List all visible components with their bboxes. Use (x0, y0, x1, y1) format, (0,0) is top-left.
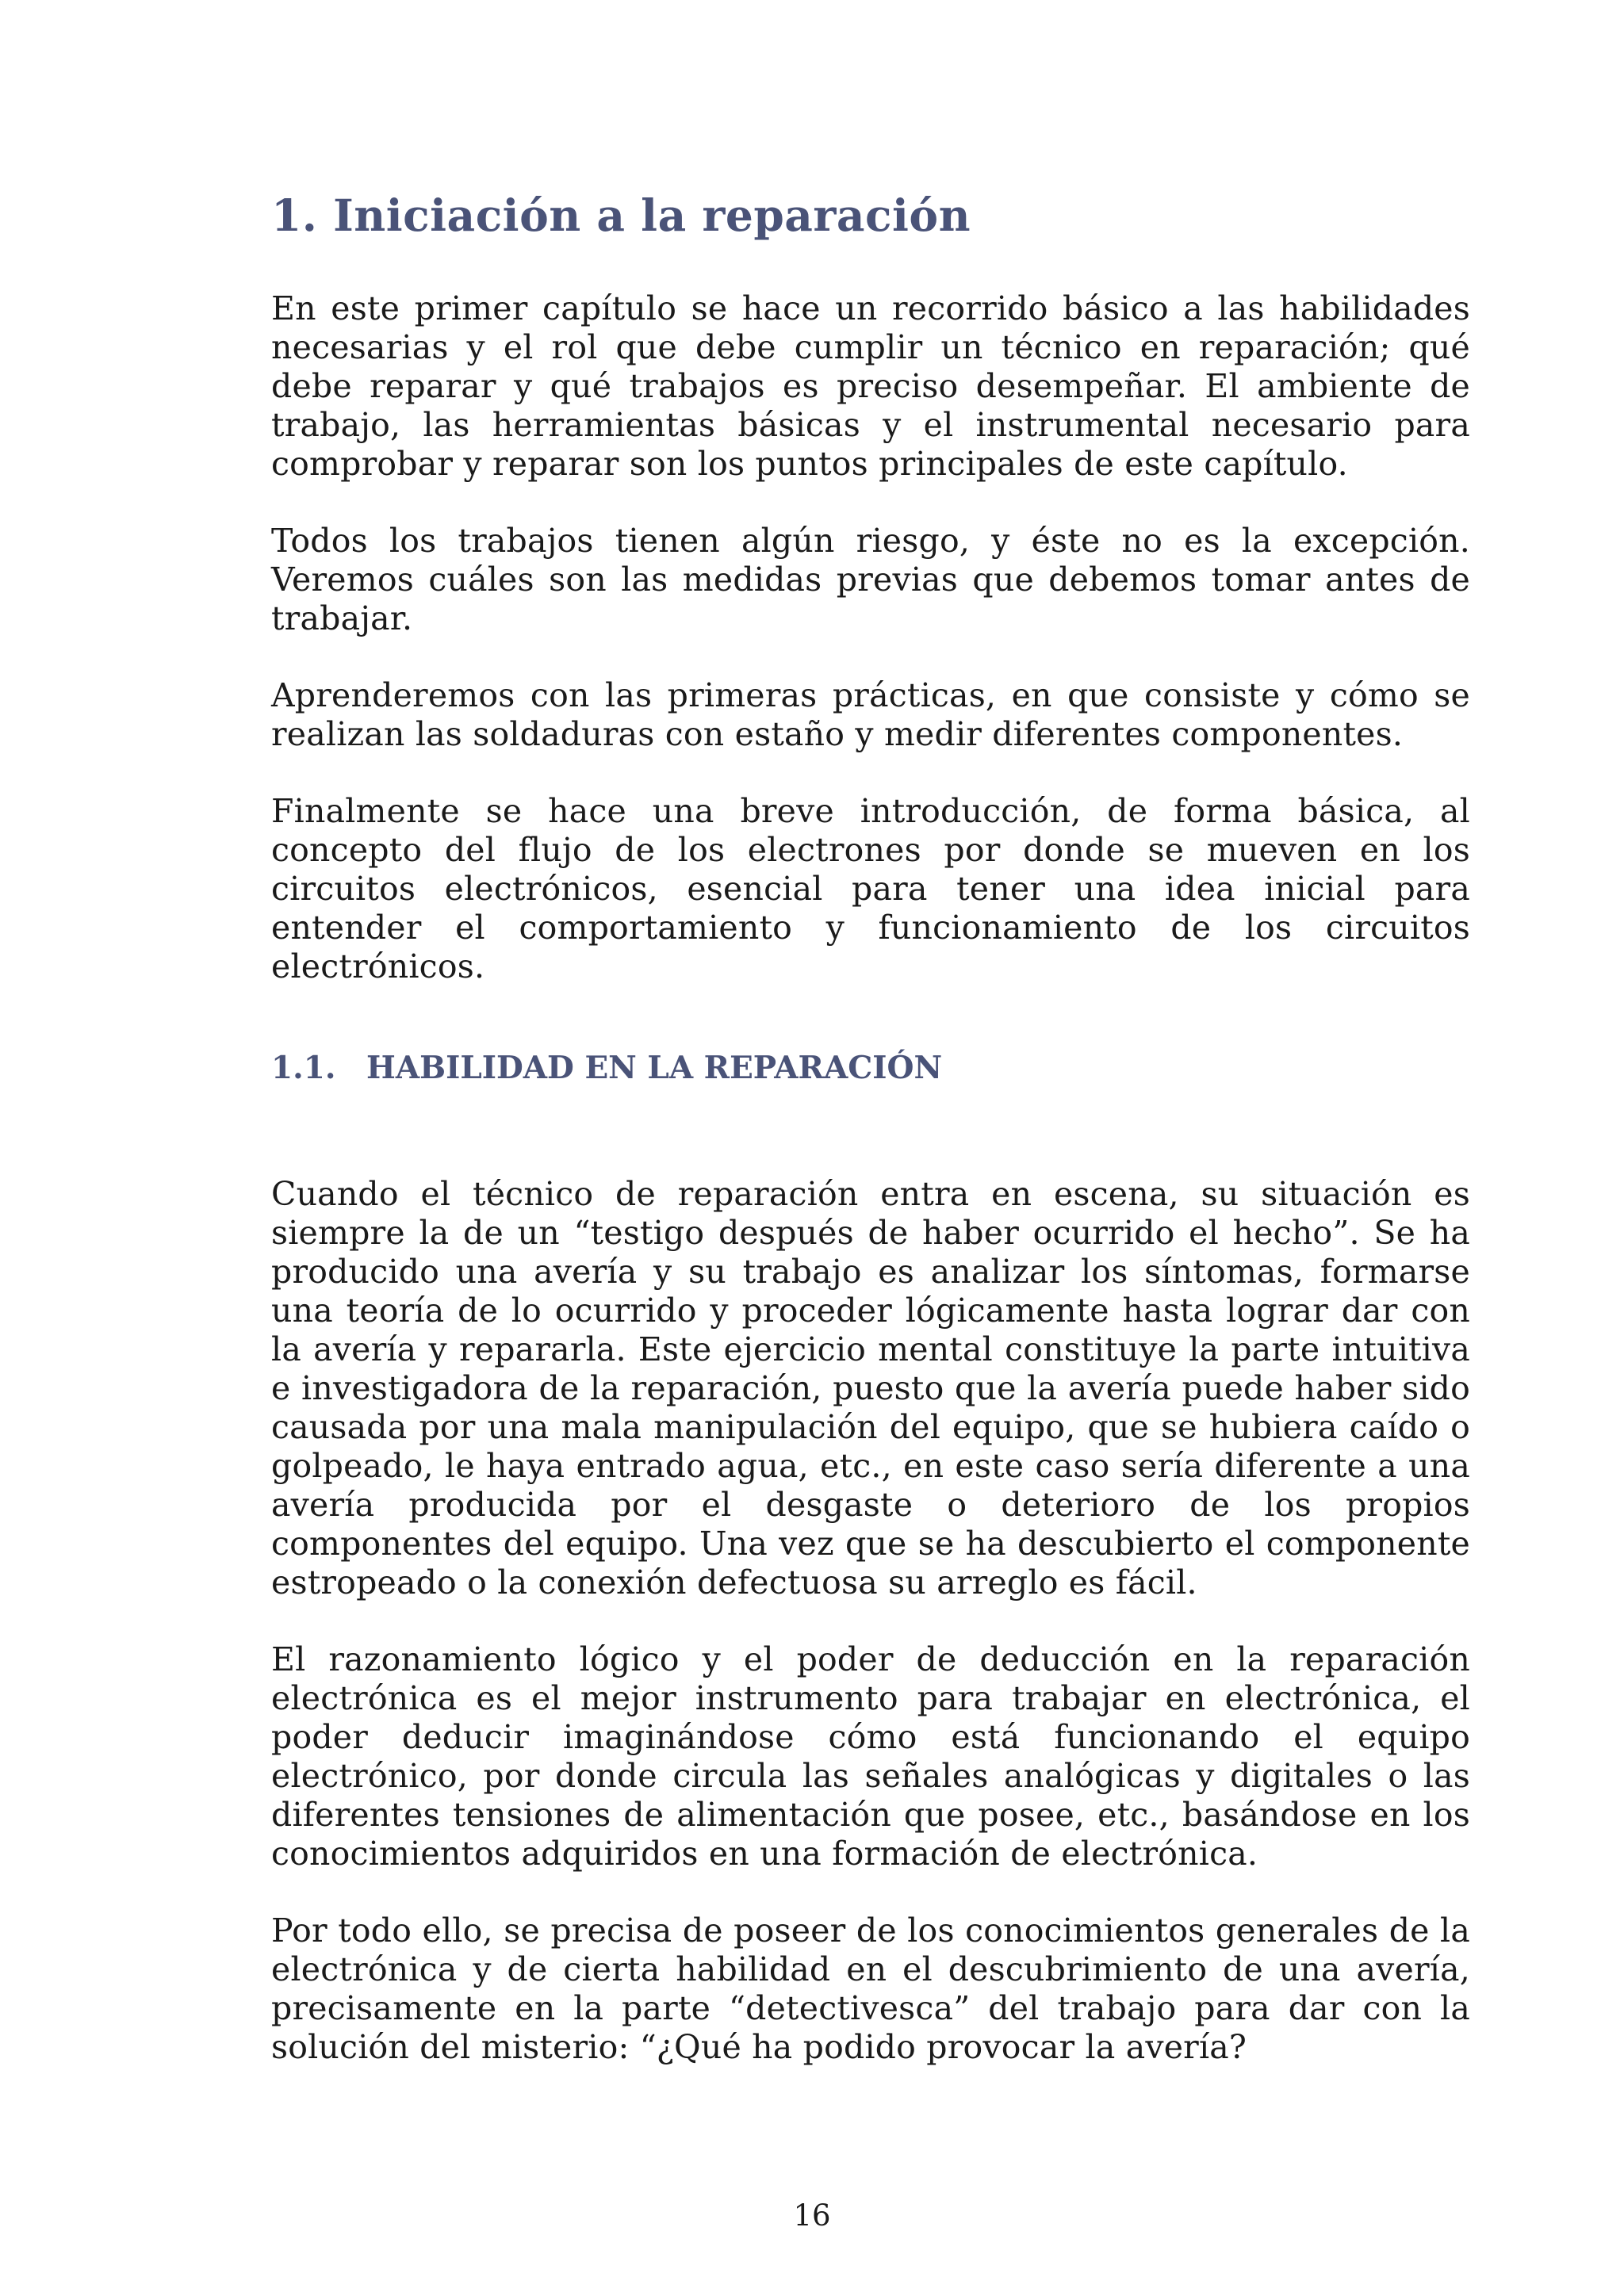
page-number: 16 (793, 2198, 831, 2233)
section-paragraph: Por todo ello, se precisa de poseer de los conocimientos generales de la electrónica y de cierta habilidad en el descubrimiento de una avería, precisamente en la parte “detectivesca” del trabajo para dar con la solución del misterio: “¿Qué ha podido provocar la avería? (271, 1911, 1470, 2067)
section-heading (271, 1050, 1470, 1086)
intro-paragraph: Todos los trabajos tienen algún riesgo, y éste no es la excepción. Veremos cuáles son las medidas previas que debemos tomar antes de trabajar. (271, 522, 1470, 638)
section-paragraph: El razonamiento lógico y el poder de deducción en la reparación electrónica es el mejor instrumento para trabajar en electrónica, el poder deducir imaginándose cómo está funcionando el equipo electrónico, por donde circula las señales analógicas y digitales o las diferentes tensiones de alimentación que posee, etc., basándose en los conocimientos adquiridos en una formación de electrónica. (271, 1640, 1470, 1873)
chapter-title: 1. Iniciación a la reparación (271, 189, 971, 241)
section-title: HABILIDAD EN LA REPARACIÓN (366, 1050, 943, 1087)
section-number: 1.1. (271, 1050, 336, 1087)
intro-paragraph: En este primer capítulo se hace un recorrido básico a las habilidades necesarias y el rol que debe cumplir un técnico en reparación; qué debe reparar y qué trabajos es preciso desempeñar. El ambiente de trabajo, las herramientas básicas y el instrumental necesario para comprobar y reparar son los puntos principales de este capítulo. (271, 289, 1470, 484)
intro-paragraph: Aprenderemos con las primeras prácticas, en que consiste y cómo se realizan las soldaduras con estaño y medir diferentes componentes. (271, 676, 1470, 754)
intro-paragraph: Finalmente se hace una breve introducción, de forma básica, al concepto del flujo de los electrones por donde se mueven en los circuitos electrónicos, esencial para tener una idea inicial para entender el comportamiento y funcionamiento de los circuitos electrónicos. (271, 792, 1470, 986)
section-paragraph: Cuando el técnico de reparación entra en escena, su situación es siempre la de un “testigo después de haber ocurrido el hecho”. Se ha producido una avería y su trabajo es analizar los síntomas, formarse una teoría de lo ocurrido y proceder lógicamente hasta lograr dar con la avería y repararla. Este ejercicio mental constituye la parte intuitiva e investigadora de la reparación, puesto que la avería puede haber sido causada por una mala manipulación del equipo, que se hubiera caído o golpeado, le haya entrado agua, etc., en este caso sería diferente a una avería producida por el desgaste o deterioro de los propios componentes del equipo. Una vez que se ha descubierto el componente estropeado o la conexión defectuosa su arreglo es fácil. (271, 1175, 1470, 1602)
page-content (271, 190, 1470, 2105)
